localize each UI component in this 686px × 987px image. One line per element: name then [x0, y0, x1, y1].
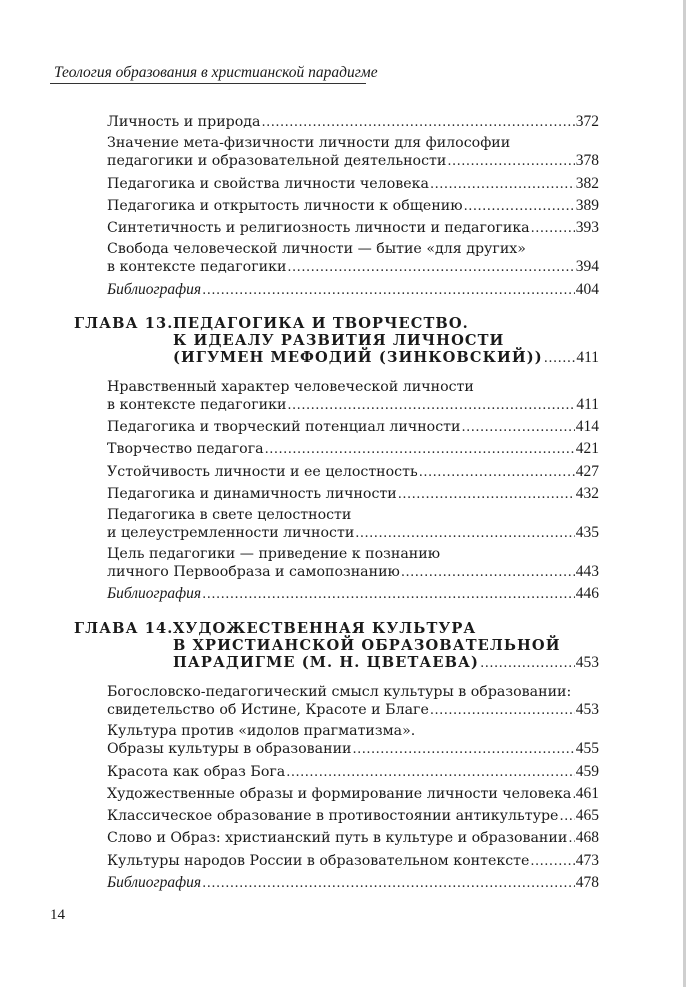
- toc-entry-text: Цель педагогики — приведение к познанию: [107, 546, 441, 563]
- chapter-title-line: ПАРАДИГМЕ (М. Н. ЦВЕТАЕВА): [173, 654, 480, 671]
- leader-dots: [265, 441, 575, 458]
- leader-dots: [401, 564, 575, 581]
- toc-entry[interactable]: [107, 684, 599, 719]
- toc-entry-text: Нравственный характер человеческой личности: [107, 379, 474, 395]
- leader-dots: [287, 259, 574, 276]
- page-ref: 393: [575, 219, 599, 237]
- toc-entry[interactable]: [107, 418, 599, 436]
- toc-entry-text: Классическое образование в противостоянии антикультуре: [107, 808, 559, 825]
- page-ref: 455: [575, 740, 599, 758]
- page-ref: 446: [575, 585, 599, 603]
- page-ref: 394: [575, 258, 599, 276]
- leader-dots: [202, 586, 575, 603]
- toc-entry[interactable]: [107, 463, 599, 481]
- leader-dots: [353, 741, 575, 758]
- toc-entry[interactable]: [107, 874, 599, 892]
- toc-section: [107, 379, 599, 603]
- toc-entry-text: Педагогика и динамичность личности: [107, 485, 397, 502]
- leader-dots: [398, 486, 575, 503]
- leader-dots: [559, 808, 574, 825]
- page-ref: 411: [576, 349, 599, 366]
- page-ref: 372: [575, 113, 599, 130]
- page-ref: 389: [575, 196, 599, 214]
- page-ref: 478: [575, 874, 599, 892]
- chapter-title-line: К ИДЕАЛУ РАЗВИТИЯ ЛИЧНОСТИ: [173, 332, 505, 349]
- toc-entry[interactable]: [107, 135, 599, 170]
- leader-dots: [287, 397, 575, 414]
- page-ref: 421: [575, 440, 599, 458]
- leader-dots: [261, 114, 574, 131]
- toc-entry-text: личного Первообраза и самопознанию: [107, 564, 400, 581]
- toc-entry[interactable]: [107, 197, 599, 215]
- page-ref: 443: [575, 563, 599, 581]
- page-ref: 404: [575, 280, 599, 298]
- page-ref: 411: [576, 396, 599, 413]
- leader-dots: [202, 282, 575, 299]
- toc-entry-text: в контексте педагогики: [107, 259, 287, 276]
- running-head: Теология образования в христианской парадигме: [50, 64, 366, 84]
- toc-entry-text: Свобода человеческой личности — бытие «для других»: [107, 241, 526, 258]
- toc-entry[interactable]: [107, 807, 599, 825]
- page-ref: 382: [575, 174, 599, 192]
- page-ref: 414: [575, 418, 599, 436]
- chapter-13-heading[interactable]: [74, 315, 599, 367]
- leader-dots: [447, 153, 574, 170]
- leader-dots: [430, 702, 575, 719]
- leader-dots: [461, 419, 574, 436]
- page-number: 14: [50, 907, 65, 923]
- toc-entry[interactable]: [107, 113, 599, 131]
- leader-dots: [355, 525, 574, 542]
- leader-dots: [202, 875, 575, 892]
- chapter-title-line: ХУДОЖЕСТВЕННАЯ КУЛЬТУРА: [173, 620, 477, 637]
- toc-entry-text: Красота как образ Бога: [107, 763, 286, 780]
- toc-entry[interactable]: [107, 546, 599, 581]
- toc-entry[interactable]: [107, 241, 599, 276]
- leader-dots: [419, 464, 575, 481]
- page-ref: 459: [575, 762, 599, 780]
- toc-entry-text: Богословско-педагогический смысл культуры в образовании:: [107, 684, 572, 700]
- toc-entry-text: Педагогика и творческий потенциал личности: [107, 419, 461, 436]
- page-ref: 465: [575, 807, 599, 825]
- toc-entry-text: Творчество педагога: [107, 441, 264, 458]
- toc-section: [107, 113, 599, 299]
- toc-entry-text: свидетельство об Истине, Красоте и Благе: [107, 702, 429, 718]
- toc-entry-text: в контексте педагогики: [107, 397, 287, 413]
- toc-entry-text: Значение мета-физичности личности для философии: [107, 135, 511, 152]
- chapter-title-line: В ХРИСТИАНСКОЙ ОБРАЗОВАТЕЛЬНОЙ: [173, 637, 561, 654]
- leader-dots: [430, 176, 575, 193]
- toc-entry-text: и целеустремленности личности: [107, 524, 355, 541]
- leader-dots: [544, 350, 576, 367]
- toc-entry[interactable]: [107, 219, 599, 237]
- toc-entry-text: Культура против «идолов прагматизма».: [107, 723, 416, 740]
- page-ref: 473: [575, 851, 599, 869]
- toc-entry-text: Слово и Образ: христианский путь в культуре и образовании: [107, 830, 568, 847]
- leader-dots: [286, 764, 574, 781]
- leader-dots: [530, 853, 574, 870]
- chapter-label: ГЛАВА 14.: [74, 620, 174, 637]
- page-ref: 453: [575, 654, 599, 671]
- toc-entry-text: педагогики и образовательной деятельности: [107, 153, 447, 170]
- page-ref: 468: [575, 829, 599, 847]
- page-ref: 427: [575, 462, 599, 480]
- toc-entry-text: Педагогика и свойства личности человека: [107, 175, 429, 192]
- toc-entry[interactable]: [107, 440, 599, 458]
- toc-entry[interactable]: [107, 175, 599, 193]
- page-ref: 453: [575, 701, 599, 718]
- page-ref: 435: [575, 523, 599, 541]
- toc-entry[interactable]: [107, 281, 599, 299]
- chapter-title-line: ПЕДАГОГИКА И ТВОРЧЕСТВО.: [173, 315, 469, 332]
- leader-dots: [568, 830, 574, 847]
- leader-dots: [572, 786, 574, 803]
- page-ref: 461: [575, 784, 599, 802]
- bibliography-label: Библиография: [107, 585, 202, 603]
- toc-entry[interactable]: [107, 585, 599, 603]
- chapter-title-line: (ИГУМЕН МЕФОДИЙ (ЗИНКОВСКИЙ)): [173, 349, 543, 366]
- toc-entry[interactable]: [107, 507, 599, 542]
- toc-entry[interactable]: [107, 785, 599, 803]
- leader-dots: [480, 655, 575, 672]
- toc-entry-text: Педагогика и открытость личности к общению: [107, 197, 463, 214]
- toc-entry-text: Синтетичность и религиозность личности и педагогика: [107, 220, 530, 237]
- bibliography-label: Библиография: [107, 280, 202, 298]
- toc-entry-text: Художественные образы и формирование личности человека: [107, 785, 572, 802]
- toc-entry[interactable]: [107, 829, 599, 847]
- toc-entry[interactable]: [107, 485, 599, 503]
- toc-entry-text: Культуры народов России в образовательном контексте: [107, 852, 530, 869]
- page-ref: 378: [575, 152, 599, 170]
- toc-entry-text: Личность и природа: [107, 114, 261, 130]
- chapter-14-heading[interactable]: [74, 620, 599, 672]
- page-ref: 432: [575, 484, 599, 502]
- toc-entry-text: Устойчивость личности и ее целостность: [107, 463, 418, 480]
- toc-section: [107, 684, 599, 892]
- chapter-label: ГЛАВА 13.: [74, 315, 174, 332]
- toc-entry[interactable]: [107, 723, 599, 758]
- toc-entry-text: Педагогика в свете целостности: [107, 506, 352, 523]
- toc-entry-text: Образы культуры в образовании: [107, 741, 352, 758]
- leader-dots: [531, 220, 575, 237]
- toc-entry[interactable]: [107, 852, 599, 870]
- leader-dots: [464, 198, 575, 215]
- toc-entry[interactable]: [107, 763, 599, 781]
- toc-entry[interactable]: [107, 379, 599, 414]
- bibliography-label: Библиография: [107, 874, 202, 892]
